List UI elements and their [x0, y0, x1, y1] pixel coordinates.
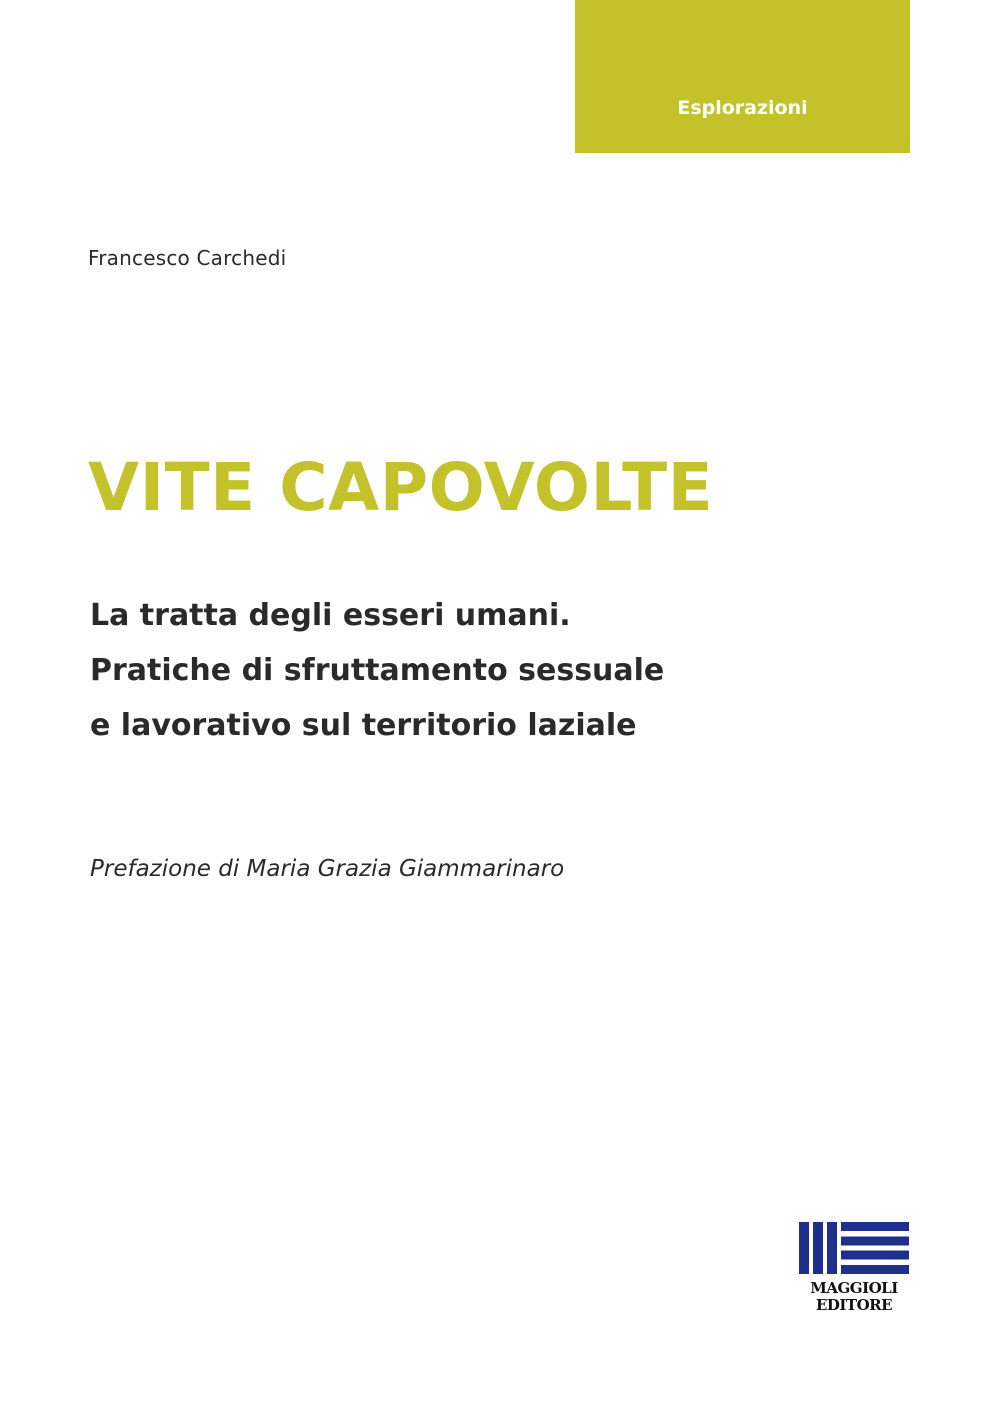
preface-credit: Prefazione di Maria Grazia Giammarinaro — [90, 856, 565, 882]
maggioli-logo-icon — [798, 1222, 910, 1274]
publisher-name-line1: MAGGIOLI — [810, 1279, 898, 1297]
book-subtitle — [90, 588, 664, 753]
series-label: Esplorazioni — [677, 97, 808, 119]
series-band — [575, 0, 910, 153]
book-title: VITE CAPOVOLTE — [88, 449, 714, 526]
subtitle-line: La tratta degli esseri umani. — [90, 598, 571, 633]
subtitle-line: e lavorativo sul territorio laziale — [90, 708, 637, 743]
author-name: Francesco Carchedi — [88, 246, 287, 270]
subtitle-line: Pratiche di sfruttamento sessuale — [90, 653, 665, 688]
publisher-logo — [798, 1222, 910, 1314]
publisher-name-line2: EDITORE — [815, 1296, 893, 1314]
